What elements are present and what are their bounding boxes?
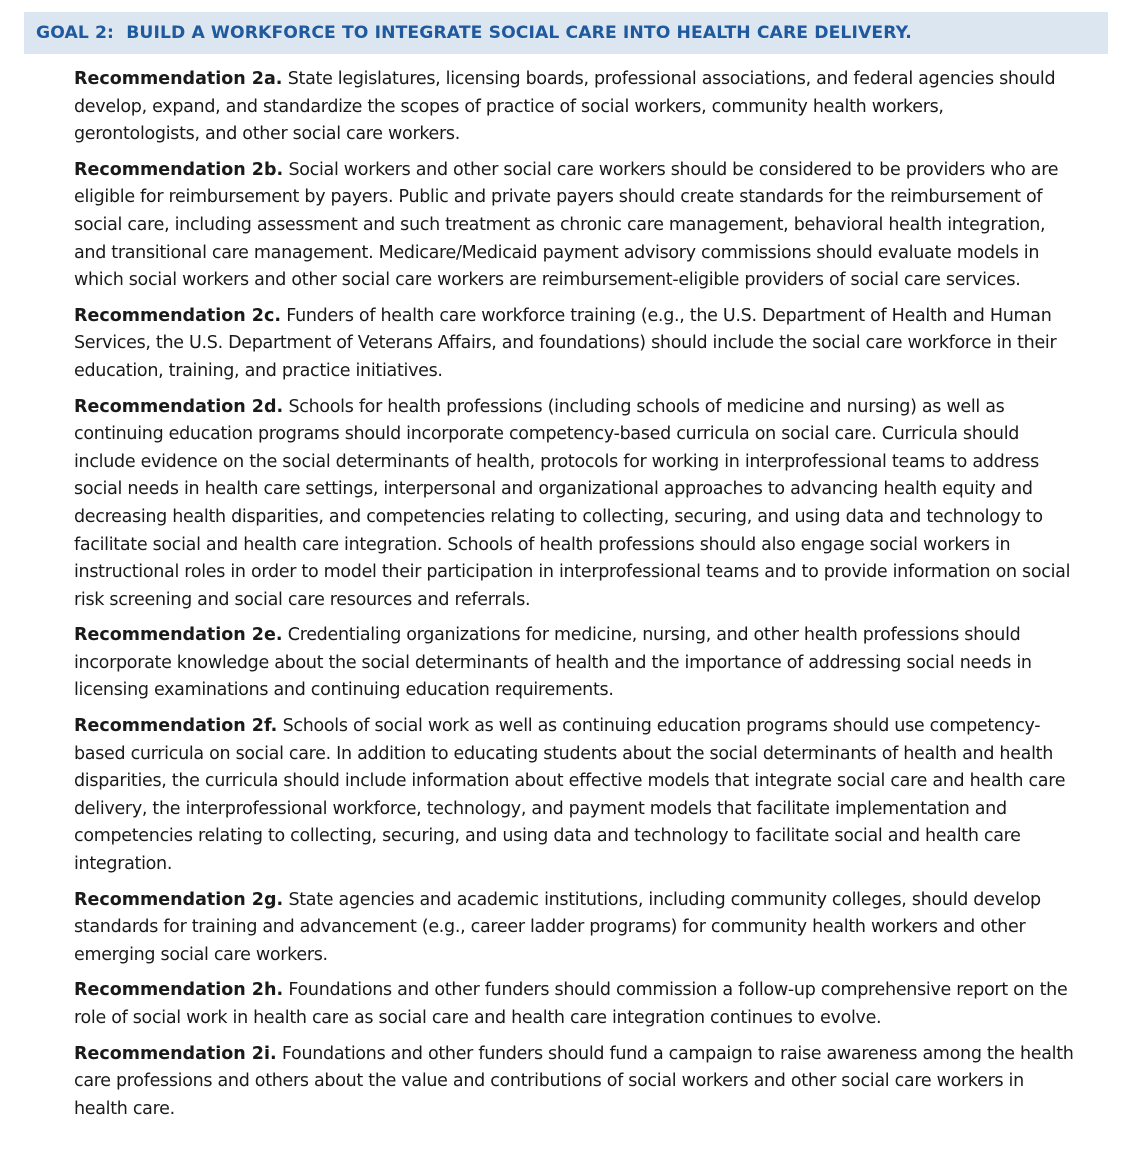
- recommendation-2a: [74, 66, 1074, 149]
- recommendation-text: Schools for health professions (including schools of medicine and nursing) as well as continuing education programs should incorporate competency-based curricula on social care. Curricula should include evidence on the social determinants of health, protocols for working in interprofessional teams to address social needs in health care settings, interpersonal and organizational approaches to advancing health equity and decreasing health disparities, and competencies relating to collecting, securing, and using data and technology to facilitate social and health care integration. Schools of health professions should also engage social workers in instructional roles in order to model their participation in interprofessional teams and to provide information on social risk screening and social care resources and referrals.: [74, 396, 1071, 610]
- recommendation-2f: [74, 713, 1074, 879]
- goal-title: GOAL 2: BUILD A WORKFORCE TO INTEGRATE SOCIAL CARE INTO HEALTH CARE DELIVERY.: [36, 23, 912, 43]
- recommendations-list: [74, 66, 1074, 1131]
- recommendation-text: State agencies and academic institutions, including community colleges, should develop standards for training and advancement (e.g., career ladder programs) for community health workers and other emerging social care workers.: [74, 889, 1041, 965]
- recommendation-2d: [74, 394, 1074, 615]
- recommendation-text: Funders of health care workforce training (e.g., the U.S. Department of Health and Human Services, the U.S. Department of Veterans Affairs, and foundations) should include the social care workforce in their education, training, and practice initiatives.: [74, 305, 1057, 381]
- recommendation-label: Recommendation 2e.: [74, 625, 283, 646]
- recommendation-label: Recommendation 2f.: [74, 716, 278, 737]
- recommendation-label: Recommendation 2a.: [74, 69, 283, 89]
- recommendation-label: Recommendation 2b.: [74, 159, 284, 180]
- recommendation-label: Recommendation 2i.: [74, 1043, 277, 1064]
- recommendation-label: Recommendation 2h.: [74, 980, 284, 1001]
- goal-banner: [24, 12, 1108, 54]
- recommendation-2g: [74, 887, 1074, 970]
- recommendation-text: Foundations and other funders should commission a follow-up comprehensive report on the role of social work in health care as social care and health care integration continues to evolve.: [74, 980, 1068, 1028]
- recommendation-label: Recommendation 2c.: [74, 305, 282, 326]
- recommendation-label: Recommendation 2g.: [74, 889, 284, 910]
- recommendation-2c: [74, 303, 1074, 386]
- recommendation-2h: [74, 977, 1074, 1032]
- recommendation-text: Schools of social work as well as continuing education programs should use competency-based curricula on social care. In addition to educating students about the social determinants of health and health disparities, the curricula should include information about effective models that integrate social care and health care delivery, the interprofessional workforce, technology, and payment models that facilitate implementation and competencies relating to collecting, securing, and using data and technology to facilitate social and health care integration.: [74, 716, 1066, 875]
- recommendation-label: Recommendation 2d.: [74, 396, 284, 417]
- recommendation-text: Foundations and other funders should fund a campaign to raise awareness among the health care professions and others about the value and contributions of social workers and other social care workers in health care.: [74, 1043, 1074, 1119]
- recommendation-text: Credentialing organizations for medicine, nursing, and other health professions should incorporate knowledge about the social determinants of health and the importance of addressing social needs in licensing examinations and continuing education requirements.: [74, 625, 1032, 701]
- recommendation-text: State legislatures, licensing boards, professional associations, and federal agencies should develop, expand, and standardize the scopes of practice of social workers, community health workers, gerontologists, and other social care workers.: [74, 69, 1056, 145]
- recommendation-text: Social workers and other social care workers should be considered to be providers who are eligible for reimbursement by payers. Public and private payers should create standards for the reimbursement of social care, including assessment and such treatment as chronic care management, behavioral health integration, and transitional care management. Medicare/Medicaid payment advisory commissions should evaluate models in which social workers and other social care workers are reimbursement-eligible providers of social care services.: [74, 159, 1059, 291]
- recommendation-2e: [74, 622, 1074, 705]
- recommendation-2i: [74, 1041, 1074, 1124]
- recommendation-2b: [74, 157, 1074, 295]
